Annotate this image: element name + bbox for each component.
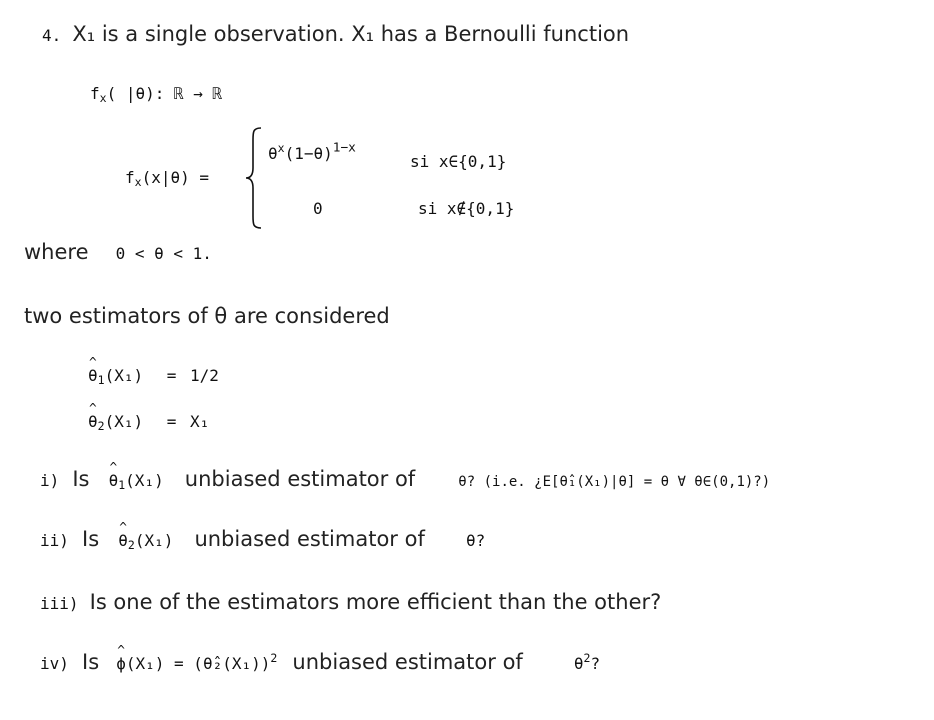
where-line: [24, 240, 212, 264]
where-condition: 0 < θ < 1.: [115, 244, 212, 263]
mapping-rest: ( |θ): ℝ → ℝ: [106, 84, 223, 103]
estimator-1-symbol: ^ θ: [88, 366, 98, 385]
question-iv: iv) Is ^ ϕ(X₁) = (θ̂₂(X₁))$^2$ unbiased estimator of $\theta^2$?: [40, 650, 600, 674]
pmf-case2-value: 0: [313, 199, 323, 218]
pmf-sub: x: [134, 174, 142, 189]
question-i-tail: θ? (i.e. ¿E[θ̂₁(X₁)|θ] = θ ∀ θ∈(0,1)?): [458, 474, 771, 490]
mapping-sub: x: [99, 90, 107, 105]
question-iii: iii) Is one of the estimators more efficient than the other?: [40, 590, 662, 614]
question-ii-number: ii): [40, 531, 69, 550]
problem-intro: X₁ is a single observation. X₁ has a Bernoulli function: [72, 22, 630, 46]
problem-number: 4.: [42, 26, 62, 45]
question-ii: ii) Is ^ $\theta_2(X_1)$ unbiased estimator of θ?: [40, 527, 485, 551]
question-i-expression: ^ $\theta_1(X_1)$: [109, 471, 164, 490]
pmf-case1-condition: si x∈{0,1}: [410, 152, 507, 171]
question-iv-tail: $\theta^2$?: [573, 651, 601, 673]
mapping-f: f: [90, 84, 100, 103]
cases-brace: [243, 126, 265, 230]
pmf-f: f: [125, 168, 135, 187]
question-iv-number: iv): [40, 654, 69, 673]
pmf-case2-condition: si x∉{0,1}: [418, 199, 515, 218]
problem-header: [42, 22, 629, 46]
pmf-lhs-rest: (x|θ) =: [141, 168, 210, 187]
where-label: where: [24, 240, 89, 264]
question-i-number: i): [40, 471, 60, 490]
pmf-case1-expr: $\theta^x(1-\theta)^{1-x}$: [268, 140, 356, 163]
estimator-2-symbol: ^ θ: [88, 412, 98, 431]
mapping-definition: [90, 84, 222, 103]
question-ii-tail: θ?: [465, 531, 486, 550]
pmf-lhs: [125, 168, 209, 187]
estimators-intro: two estimators of θ are considered: [24, 304, 390, 328]
question-iii-number: iii): [40, 594, 79, 613]
question-i: i) Is ^ $\theta_1(X_1)$ unbiased estimator of θ? (i.e. ¿E[θ̂₁(X₁)|θ] = θ ∀ θ∈(0,1)?): [40, 467, 770, 491]
estimator-2: ^ $\theta_2(X_1) = X_1$: [88, 412, 209, 431]
estimator-1: ^ $\theta_1(X_1) = 1/2$: [88, 366, 219, 385]
question-iv-expression: ^ ϕ(X₁) = (θ̂₂(X₁))$^2$: [116, 654, 277, 673]
question-ii-expression: ^ $\theta_2(X_1)$: [118, 531, 173, 550]
